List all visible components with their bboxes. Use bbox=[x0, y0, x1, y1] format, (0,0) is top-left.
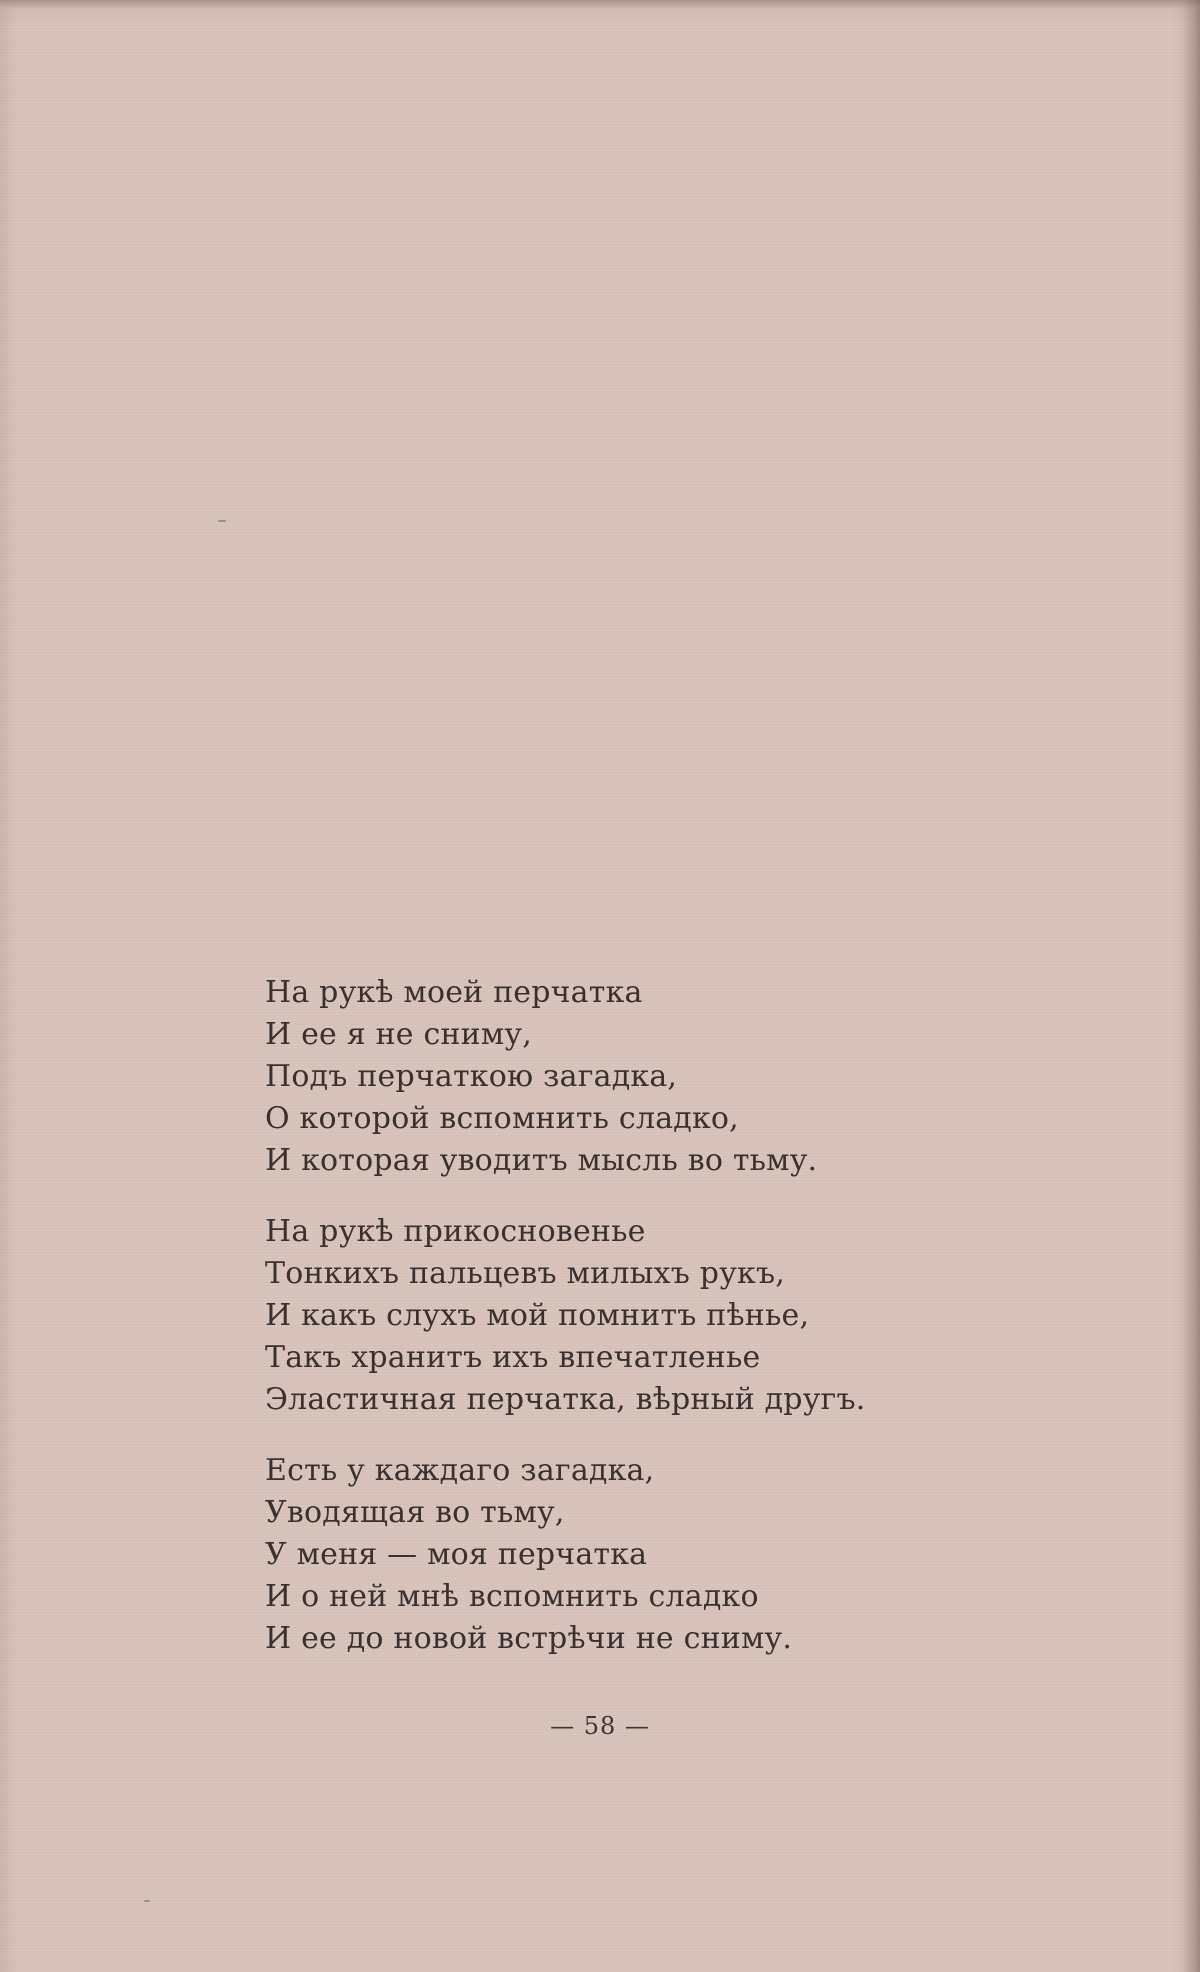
poem-line: На рукѣ прикосновенье bbox=[265, 1214, 646, 1249]
page-top-edge bbox=[0, 0, 1200, 8]
stanza-3 bbox=[265, 1450, 1025, 1660]
poem-line: У меня — моя перчатка bbox=[265, 1537, 648, 1572]
poem-line: И ее я не сниму, bbox=[265, 1017, 533, 1052]
poem-line: Есть у каждаго загадка, bbox=[265, 1453, 655, 1488]
poem-line: И о ней мнѣ вспомнить сладко bbox=[265, 1579, 759, 1614]
stanza-1 bbox=[265, 972, 1025, 1182]
poem-line: Эластичная перчатка, вѣрный другъ. bbox=[265, 1382, 866, 1417]
poem-line: И которая уводитъ мысль во тьму. bbox=[265, 1143, 818, 1178]
page-right-edge bbox=[1182, 0, 1200, 1972]
poem-line: Уводящая во тьму, bbox=[265, 1495, 565, 1530]
stanza-2 bbox=[265, 1211, 1025, 1421]
poem-line: Тонкихъ пальцевъ милыхъ рукъ, bbox=[265, 1256, 786, 1291]
poem-line: О которой вспомнить сладко, bbox=[265, 1101, 739, 1136]
paper-speck bbox=[218, 520, 226, 522]
page-number: — 58 — bbox=[550, 1712, 650, 1740]
paper-speck bbox=[144, 1900, 150, 1902]
poem-line: И ее до новой встрѣчи не сниму. bbox=[265, 1621, 793, 1656]
poem bbox=[265, 972, 1025, 1689]
poem-line: И какъ слухъ мой помнитъ пѣнье, bbox=[265, 1298, 810, 1333]
poem-line: Такъ хранитъ ихъ впечатленье bbox=[265, 1340, 761, 1375]
poem-line: На рукѣ моей перчатка bbox=[265, 975, 643, 1010]
poem-line: Подъ перчаткою загадка, bbox=[265, 1059, 678, 1094]
